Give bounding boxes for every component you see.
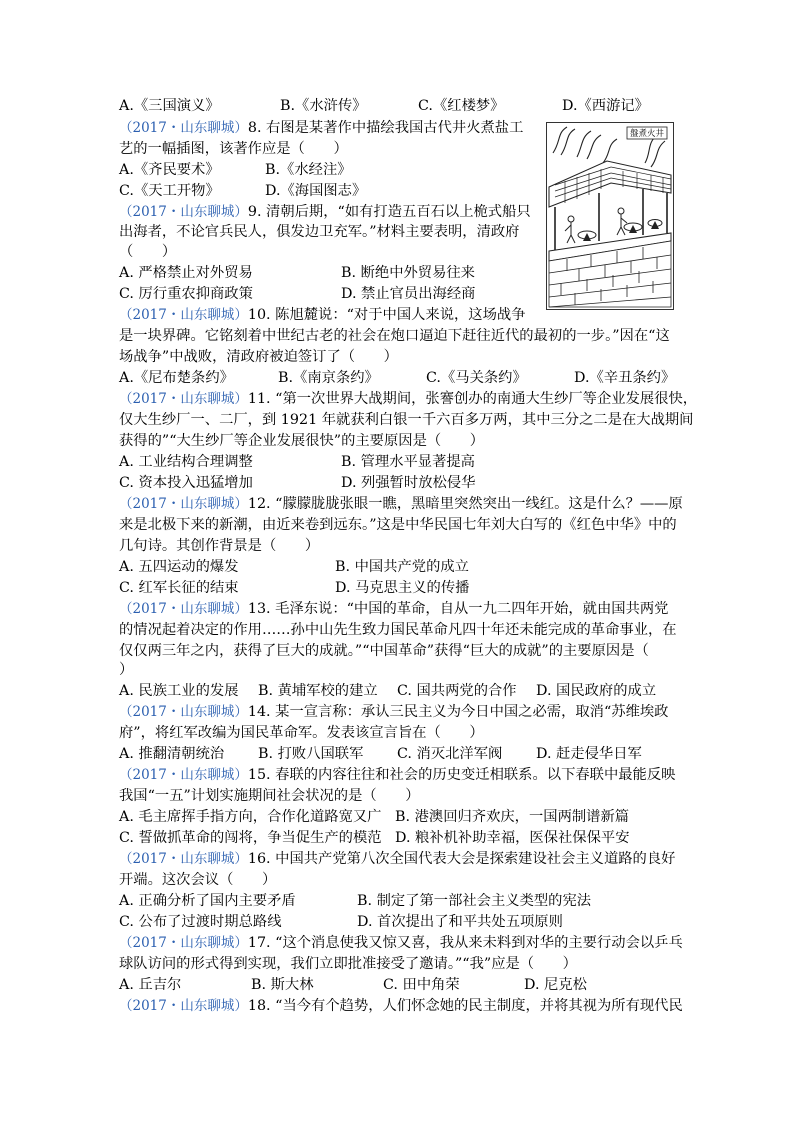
q15-option-d[interactable]: D. 粮补机补助幸福，医保社保保平安 xyxy=(395,830,630,846)
q14-stem-line2: 府”，将红军改编为国民革命军。发表该宣言旨在（ ） xyxy=(119,725,484,741)
q9-source-tag: （2017・山东聊城） xyxy=(119,204,248,220)
q16-source-tag: （2017・山东聊城） xyxy=(119,851,248,867)
q10-source-tag: （2017・山东聊城） xyxy=(119,307,248,323)
q12-source-tag: （2017・山东聊城） xyxy=(119,496,248,512)
q9-option-b[interactable]: B. 断绝中外贸易往来 xyxy=(341,265,475,281)
q12-option-a[interactable]: A. 五四运动的爆发 xyxy=(119,559,239,575)
q12-stem-line2: 来是北极下来的新潮，由近来卷到远东。”这是中华民国七年刘大白写的《红色中华》中的 xyxy=(119,517,677,533)
q18-stem-line1: （2017・山东聊城）18. “当今有个趋势，人们怀念她的民主制度，并将其视为所有现代民 xyxy=(119,998,683,1014)
q17-option-c[interactable]: C. 田中角荣 xyxy=(383,977,460,993)
q18-source-tag: （2017・山东聊城） xyxy=(119,998,248,1014)
q9-stem-line1: （2017・山东聊城）9. 清朝后期，“如有打造五百石以上桅式船只 xyxy=(119,204,531,220)
q7-option-b[interactable]: B.《水浒传》 xyxy=(280,98,367,114)
q17-stem-line2: 球队访问的形式得到实现，我们立即批准接受了邀请。”“我”应是（ ） xyxy=(119,956,577,972)
q17-option-d[interactable]: D. 尼克松 xyxy=(524,977,587,993)
q15-source-tag: （2017・山东聊城） xyxy=(119,767,248,783)
q13-option-a[interactable]: A. 民族工业的发展 xyxy=(119,683,239,699)
q13-stem-line1: （2017・山东聊城）13. 毛泽东说：“中国的革命，自从一九二四年开始，就由国共两党 xyxy=(119,601,669,617)
q11-source-tag: （2017・山东聊城） xyxy=(119,391,248,407)
q10-option-a[interactable]: A.《尼布楚条约》 xyxy=(119,370,234,386)
q9-stem-line2: 出海者，不论官兵民人，俱发边卫充军。”材料主要表明，清政府 xyxy=(119,224,520,240)
q13-option-c[interactable]: C. 国共两党的合作 xyxy=(397,683,517,699)
q16-option-a[interactable]: A. 正确分析了国内主要矛盾 xyxy=(119,893,296,909)
q16-stem-line2: 开端。这次会议（ ） xyxy=(119,872,277,888)
q11-option-a[interactable]: A. 工业结构合理调整 xyxy=(119,454,253,470)
q11-option-c[interactable]: C. 资本投入迅猛增加 xyxy=(119,475,253,491)
q13-stem-line2: 的情况起着决定的作用……孙中山先生致力国民革命凡四十年还未能完成的革命事业，在 xyxy=(119,622,677,638)
q8-stem-line1: （2017・山东聊城）8. 右图是某著作中描绘我国古代井火煮盐工 xyxy=(119,120,524,136)
q17-option-b[interactable]: B. 斯大林 xyxy=(251,977,314,993)
q17-option-a[interactable]: A. 丘吉尔 xyxy=(119,977,182,993)
q12-option-c[interactable]: C. 红军长征的结束 xyxy=(119,580,239,596)
q8-option-c[interactable]: C.《天工开物》 xyxy=(119,183,220,199)
q10-option-c[interactable]: C.《马关条约》 xyxy=(426,370,527,386)
q13-stem-line3: 仅仅两三年之内，获得了巨大的成就。”“中国革命”获得“巨大的成就”的主要原因是（ xyxy=(119,643,649,659)
q14-stem-line1: （2017・山东聊城）14. 某一宣言称：承认三民主义为今日中国之必需，取消“苏维埃政 xyxy=(119,704,669,720)
q9-option-c[interactable]: C. 厉行重农抑商政策 xyxy=(119,286,253,302)
q16-option-c[interactable]: C. 公布了过渡时期总路线 xyxy=(119,914,282,930)
q11-option-b[interactable]: B. 管理水平显著提高 xyxy=(341,454,475,470)
q8-option-a[interactable]: A.《齐民要术》 xyxy=(119,162,220,178)
q7-option-c[interactable]: C.《红楼梦》 xyxy=(418,98,505,114)
q10-option-b[interactable]: B.《南京条约》 xyxy=(278,370,379,386)
q9-option-d[interactable]: D. 禁止官员出海经商 xyxy=(341,286,476,302)
q10-option-d[interactable]: D.《辛丑条约》 xyxy=(574,370,676,386)
q12-option-b[interactable]: B. 中国共产党的成立 xyxy=(335,559,469,575)
q14-option-d[interactable]: D. 赶走侵华日军 xyxy=(536,746,642,762)
q12-option-d[interactable]: D. 马克思主义的传播 xyxy=(335,580,470,596)
q14-option-c[interactable]: C. 消灭北洋军阀 xyxy=(397,746,503,762)
q10-stem-line3: 场战争”中战败，清政府被迫签订了（ ） xyxy=(119,349,398,365)
q14-source-tag: （2017・山东聊城） xyxy=(119,704,248,720)
q13-option-d[interactable]: D. 国民政府的成立 xyxy=(536,683,657,699)
q14-option-a[interactable]: A. 推翻清朝统治 xyxy=(119,746,225,762)
q8-source-tag: （2017・山东聊城） xyxy=(119,120,248,136)
q8-stem-line2: 艺的一幅插图，该著作应是（ ） xyxy=(119,141,348,157)
q16-stem-line1: （2017・山东聊城）16. 中国共产党第八次全国代表大会是探索建设社会主义道路的良好 xyxy=(119,851,676,867)
q10-stem-line1: （2017・山东聊城）10. 陈旭麓说：“对于中国人来说，这场战争 xyxy=(119,307,526,323)
q15-stem-line2: 我国“一五”计划实施期间社会状况的是（ ） xyxy=(119,788,420,804)
q11-stem-line3: 获得的”“大生纱厂等企业发展很快”的主要原因是（ ） xyxy=(119,433,485,449)
q10-stem-line2: 是一块界碑。它铭刻着中世纪古老的社会在炮口逼迫下赶往近代的最初的一步。”因在“这 xyxy=(119,328,670,344)
q11-option-d[interactable]: D. 列强暂时放松侵华 xyxy=(341,475,476,491)
q12-stem-line1: （2017・山东聊城）12. “朦朦胧胧张眼一瞧，黑暗里突然突出一线红。这是什么？——原 xyxy=(119,496,683,512)
q13-option-b[interactable]: B. 黄埔军校的建立 xyxy=(258,683,378,699)
salt-boiling-illustration xyxy=(546,122,674,310)
q15-option-a[interactable]: A. 毛主席挥手指方向，合作化道路宽又广 xyxy=(119,809,382,825)
q11-stem-line1: （2017・山东聊城）11. “第一次世界大战期间，张謇创办的南通大生纱厂等企业发展很快， xyxy=(119,391,698,407)
q15-option-b[interactable]: B. 港澳回归齐欢庆，一国两制谱新篇 xyxy=(395,809,630,825)
q8-option-d[interactable]: D.《海国图志》 xyxy=(265,183,367,199)
q7-option-a[interactable]: A.《三国演义》 xyxy=(119,98,220,114)
q12-stem-line3: 几句诗。其创作背景是（ ） xyxy=(119,538,320,554)
figure-caption: 盤煮火井 xyxy=(629,129,665,139)
q9-stem-line3: （ ） xyxy=(119,244,177,260)
q14-option-b[interactable]: B. 打败八国联军 xyxy=(258,746,364,762)
q13-stem-line4: ） xyxy=(119,662,134,678)
q17-stem-line1: （2017・山东聊城）17. “这个消息使我又惊又喜，我从来未料到对华的主要行动会以乒乓 xyxy=(119,935,683,951)
q9-option-a[interactable]: A. 严格禁止对外贸易 xyxy=(119,265,253,281)
q16-option-d[interactable]: D. 首次提出了和平共处五项原则 xyxy=(357,914,563,930)
q15-stem-line1: （2017・山东聊城）15. 春联的内容往往和社会的历史变迁相联系。以下春联中最能反映 xyxy=(119,767,676,783)
q8-option-b[interactable]: B.《水经注》 xyxy=(265,162,352,178)
q17-source-tag: （2017・山东聊城） xyxy=(119,935,248,951)
q7-option-d[interactable]: D.《西游记》 xyxy=(562,98,649,114)
salt-boiling-drawing xyxy=(547,123,673,309)
q16-option-b[interactable]: B. 制定了第一部社会主义类型的宪法 xyxy=(357,893,592,909)
q15-option-c[interactable]: C. 誓做抓革命的闯将，争当促生产的模范 xyxy=(119,830,382,846)
q11-stem-line2: 仅大生纱厂一、二厂，到 1921 年就获利白银一千六百多万两，其中三分之二是在大战期间 xyxy=(119,412,694,428)
q13-source-tag: （2017・山东聊城） xyxy=(119,601,248,617)
